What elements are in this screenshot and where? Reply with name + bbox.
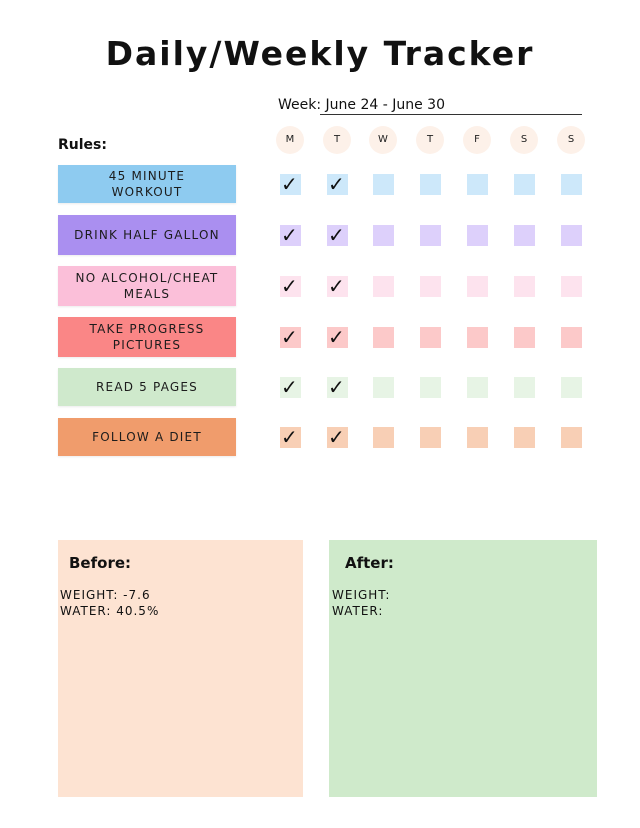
day-header: T bbox=[323, 126, 351, 154]
week-underline bbox=[320, 114, 582, 115]
tracker-checkbox[interactable] bbox=[514, 327, 535, 348]
checkmark-icon: ✓ bbox=[281, 223, 298, 247]
tracker-checkbox[interactable] bbox=[514, 174, 535, 195]
day-header: M bbox=[276, 126, 304, 154]
tracker-checkbox[interactable] bbox=[420, 174, 441, 195]
tracker-checkbox[interactable] bbox=[373, 377, 394, 398]
rules-heading: Rules: bbox=[58, 137, 107, 153]
checkmark-icon: ✓ bbox=[281, 274, 298, 298]
tracker-checkbox[interactable] bbox=[373, 225, 394, 246]
tracker-checkbox[interactable] bbox=[467, 276, 488, 297]
day-header: S bbox=[510, 126, 538, 154]
tracker-checkbox[interactable] bbox=[561, 276, 582, 297]
tracker-checkbox[interactable] bbox=[420, 327, 441, 348]
tracker-checkbox[interactable] bbox=[561, 327, 582, 348]
rule-text: DRINK HALF GALLON bbox=[74, 228, 220, 242]
before-panel bbox=[58, 540, 303, 797]
tracker-checkbox[interactable] bbox=[420, 276, 441, 297]
tracker-checkbox[interactable] bbox=[467, 327, 488, 348]
checkmark-icon: ✓ bbox=[328, 223, 345, 247]
day-header: F bbox=[463, 126, 491, 154]
tracker-checkbox[interactable] bbox=[467, 377, 488, 398]
tracker-checkbox[interactable] bbox=[420, 427, 441, 448]
tracker-checkbox[interactable] bbox=[373, 276, 394, 297]
tracker-checkbox[interactable] bbox=[373, 174, 394, 195]
checkmark-icon: ✓ bbox=[281, 325, 298, 349]
before-water[interactable]: WATER: 40.5% bbox=[60, 604, 160, 618]
tracker-checkbox[interactable] bbox=[561, 225, 582, 246]
rule-label bbox=[58, 317, 236, 357]
week-label: Week: bbox=[278, 97, 322, 113]
page-title: Daily/Weekly Tracker bbox=[105, 34, 535, 73]
tracker-checkbox[interactable] bbox=[514, 276, 535, 297]
rule-text: NO ALCOHOL/CHEAT MEALS bbox=[75, 271, 219, 301]
week-value[interactable]: June 24 - June 30 bbox=[325, 97, 445, 113]
rule-label bbox=[58, 266, 236, 306]
tracker-checkbox[interactable] bbox=[373, 327, 394, 348]
rule-label bbox=[58, 368, 236, 406]
checkmark-icon: ✓ bbox=[281, 172, 298, 196]
checkmark-icon: ✓ bbox=[328, 172, 345, 196]
checkmark-icon: ✓ bbox=[328, 425, 345, 449]
checkmark-icon: ✓ bbox=[281, 425, 298, 449]
after-water[interactable]: WATER: bbox=[332, 604, 384, 618]
checkmark-icon: ✓ bbox=[328, 274, 345, 298]
tracker-checkbox[interactable] bbox=[420, 377, 441, 398]
rule-text: 45 MINUTE WORKOUT bbox=[108, 169, 186, 199]
rule-label bbox=[58, 215, 236, 255]
tracker-checkbox[interactable] bbox=[561, 174, 582, 195]
tracker-checkbox[interactable] bbox=[373, 427, 394, 448]
checkmark-icon: ✓ bbox=[328, 375, 345, 399]
tracker-checkbox[interactable] bbox=[514, 377, 535, 398]
tracker-checkbox[interactable] bbox=[514, 427, 535, 448]
tracker-checkbox[interactable] bbox=[561, 427, 582, 448]
tracker-checkbox[interactable] bbox=[467, 427, 488, 448]
before-weight[interactable]: WEIGHT: -7.6 bbox=[60, 588, 151, 602]
day-header: T bbox=[416, 126, 444, 154]
tracker-checkbox[interactable] bbox=[420, 225, 441, 246]
after-title: After: bbox=[345, 554, 394, 572]
week-field[interactable] bbox=[278, 97, 445, 113]
tracker-checkbox[interactable] bbox=[467, 174, 488, 195]
after-panel bbox=[329, 540, 597, 797]
rule-label bbox=[58, 165, 236, 203]
tracker-checkbox[interactable] bbox=[467, 225, 488, 246]
before-title: Before: bbox=[69, 554, 132, 572]
day-header: W bbox=[369, 126, 397, 154]
rule-text: FOLLOW A DIET bbox=[92, 430, 202, 444]
rule-text: TAKE PROGRESS PICTURES bbox=[89, 322, 205, 352]
checkmark-icon: ✓ bbox=[328, 325, 345, 349]
after-weight[interactable]: WEIGHT: bbox=[332, 588, 391, 602]
tracker-checkbox[interactable] bbox=[561, 377, 582, 398]
rule-label bbox=[58, 418, 236, 456]
checkmark-icon: ✓ bbox=[281, 375, 298, 399]
rule-text: READ 5 PAGES bbox=[96, 380, 198, 394]
day-header: S bbox=[557, 126, 585, 154]
tracker-checkbox[interactable] bbox=[514, 225, 535, 246]
